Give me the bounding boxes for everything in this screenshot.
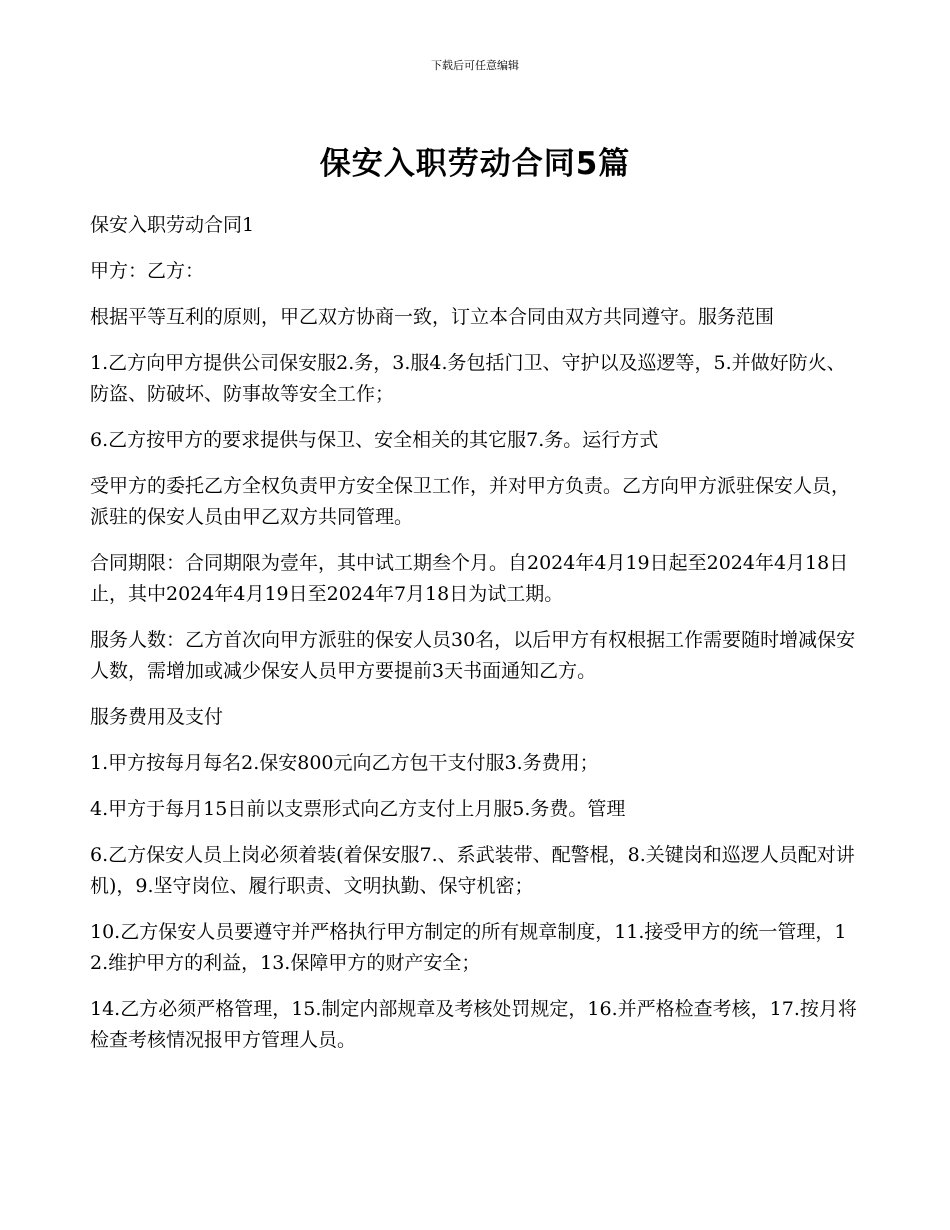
paragraph-service-scope: 1.乙方向甲方提供公司保安服2.务，3.服4.务包括门卫、守护以及巡逻等，5.并做好防火、防盗、防破坏、防事故等安全工作； (90, 352, 846, 405)
paragraph-fees-heading: 服务费用及支付 (90, 706, 224, 728)
header-note: 下载后可任意编辑 (431, 59, 519, 72)
paragraph-contract-term: 合同期限：合同期限为壹年，其中试工期叁个月。自2024年4月19日起至2024年4月18日止，其中2024年4月19日至2024年7月18日为试工期。 (90, 552, 849, 605)
paragraph-fee-payment: 4.甲方于每月15日前以支票形式向乙方支付上月服5.务费。管理 (90, 798, 626, 820)
paragraph-other-services: 6.乙方按甲方的要求提供与保卫、安全相关的其它服7.务。运行方式 (90, 429, 659, 451)
paragraph-rules-compliance: 10.乙方保安人员要遵守并严格执行甲方制定的所有规章制度，11.接受甲方的统一管理，12.维护甲方的利益，13.保障甲方的财产安全； (90, 921, 847, 974)
paragraph-operation: 受甲方的委托乙方全权负责甲方安全保卫工作，并对甲方负责。乙方向甲方派驻保安人员，派驻的保安人员由甲乙双方共同管理。 (90, 475, 851, 528)
document-body (90, 210, 862, 1071)
paragraph-uniform-duties: 6.乙方保安人员上岗必须着装(着保安服7.、系武装带、配警棍，8.关键岗和巡逻人员配对讲机)，9.坚守岗位、履行职责、文明执勤、保守机密； (90, 844, 855, 897)
paragraph-fee-rate: 1.甲方按每月每名2.保安800元向乙方包干支付服3.务费用； (90, 752, 599, 774)
paragraph-management: 14.乙方必须严格管理，15.制定内部规章及考核处罚规定，16.并严格检查考核，17.按月将检查考核情况报甲方管理人员。 (90, 998, 857, 1051)
paragraph-staff-count: 服务人数：乙方首次向甲方派驻的保安人员30名，以后甲方有权根据工作需要随时增减保安人数，需增加或减少保安人员甲方要提前3天书面通知乙方。 (90, 629, 856, 682)
paragraph-principle: 根据平等互利的原则，甲乙双方协商一致，订立本合同由双方共同遵守。服务范围 (90, 306, 775, 328)
document-title: 保安入职劳动合同5篇 (319, 146, 631, 182)
paragraph-parties: 甲方：乙方： (90, 260, 205, 282)
paragraph-contract-heading: 保安入职劳动合同1 (90, 214, 255, 236)
